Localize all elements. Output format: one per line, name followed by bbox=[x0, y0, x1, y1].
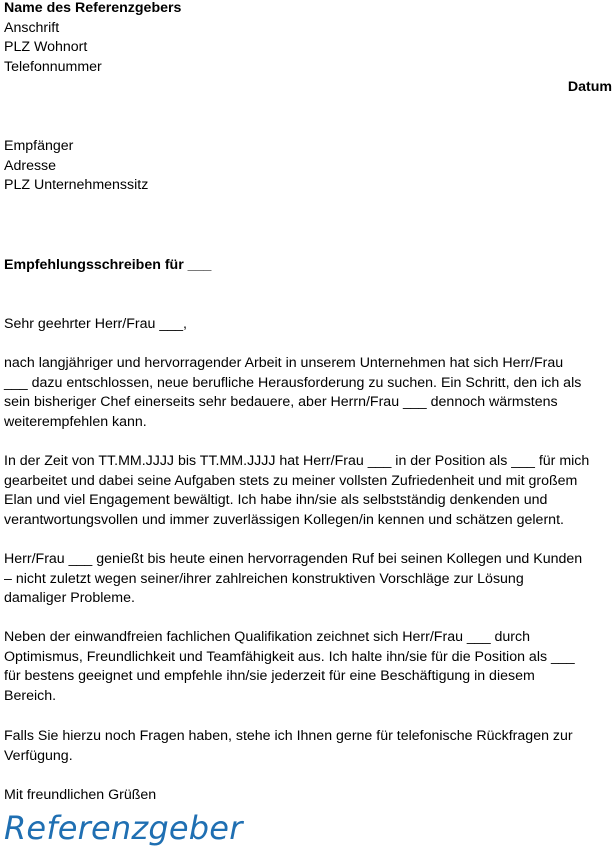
paragraph-line: sein bisheriger Chef einerseits sehr bedauere, aber Herrn/Frau ___ dennoch wärmstens bbox=[4, 394, 558, 411]
paragraph-line: Falls Sie hierzu noch Fragen haben, stehe ich Ihnen gerne für telefonische Rückfragen zur bbox=[4, 728, 573, 744]
body-paragraph-5 bbox=[4, 727, 612, 766]
body-paragraph-2 bbox=[4, 452, 612, 531]
subject-line bbox=[4, 256, 211, 276]
paragraph-line: In der Zeit von TT.MM.JJJJ bis TT.MM.JJJJ hat Herr/Frau ___ in der Position als ___ für mich bbox=[4, 453, 590, 469]
paragraph-line: – nicht zuletzt wegen seiner/ihrer zahlreichen konstruktiven Vorschläge zur Lösung bbox=[4, 570, 524, 587]
paragraph-line: weiterempfehlen kann. bbox=[4, 414, 147, 431]
paragraph-line: Elan und viel Engagement bewältigt. Ich habe ihn/sie als selbstständig denkenden und bbox=[4, 492, 548, 509]
recipient-address: Adresse bbox=[4, 157, 57, 174]
paragraph-line: Bereich. bbox=[4, 688, 57, 705]
paragraph-line: für bestens geeignet und empfehle ihn/sie jederzeit für eine Beschäftigung in diesem bbox=[4, 668, 535, 685]
subject-text: Empfehlungsschreiben für ___ bbox=[4, 257, 212, 273]
sender-name: Name des Referenzgebers bbox=[4, 0, 182, 16]
date-label: Datum bbox=[567, 79, 612, 95]
body-paragraph-4 bbox=[4, 628, 612, 707]
paragraph-line: Neben der einwandfreien fachlichen Qualifikation zeichnet sich Herr/Frau ___ durch bbox=[4, 629, 531, 645]
recipient-block bbox=[4, 137, 148, 196]
paragraph-line: ___ dazu entschlossen, neue berufliche Herausforderung zu suchen. Ein Schritt, den ich als bbox=[4, 374, 582, 391]
sender-address: Anschrift bbox=[4, 19, 60, 36]
recipient-name: Empfänger bbox=[4, 138, 74, 154]
sender-block bbox=[4, 0, 181, 78]
body-paragraph-3 bbox=[4, 550, 612, 609]
sender-phone: Telefonnummer bbox=[4, 59, 102, 76]
body-paragraph-1 bbox=[4, 354, 612, 433]
paragraph-line: gearbeitet und dabei seine Aufgaben stets zu meiner vollsten Zufriedenheit und mit großem bbox=[4, 472, 578, 489]
sender-zip-city: PLZ Wohnort bbox=[4, 39, 88, 56]
paragraph-line: nach langjähriger und hervorragender Arbeit in unserem Unternehmen hat sich Herr/Frau bbox=[4, 355, 564, 371]
signature bbox=[4, 808, 243, 848]
date-field bbox=[568, 78, 612, 98]
paragraph-line: Herr/Frau ___ genießt bis heute einen hervorragenden Ruf bei seinen Kollegen und Kunden bbox=[4, 551, 583, 567]
paragraph-line: Optimismus, Freundlichkeit und Teamfähigkeit aus. Ich halte ihn/sie für die Position als ___ bbox=[4, 648, 575, 665]
recipient-zip-city: PLZ Unternehmenssitz bbox=[4, 177, 149, 194]
paragraph-line: damaliger Probleme. bbox=[4, 590, 135, 607]
closing-text: Mit freundlichen Grüßen bbox=[4, 787, 157, 803]
salutation bbox=[4, 315, 187, 335]
signature-text: Referenzgeber bbox=[4, 809, 243, 847]
paragraph-line: verantwortungsvollen und immer zuverlässigen Kollegen/in kennen und schätzen gelernt. bbox=[4, 512, 564, 529]
paragraph-line: Verfügung. bbox=[4, 747, 73, 764]
salutation-text: Sehr geehrter Herr/Frau ___, bbox=[4, 316, 187, 332]
closing bbox=[4, 786, 156, 806]
